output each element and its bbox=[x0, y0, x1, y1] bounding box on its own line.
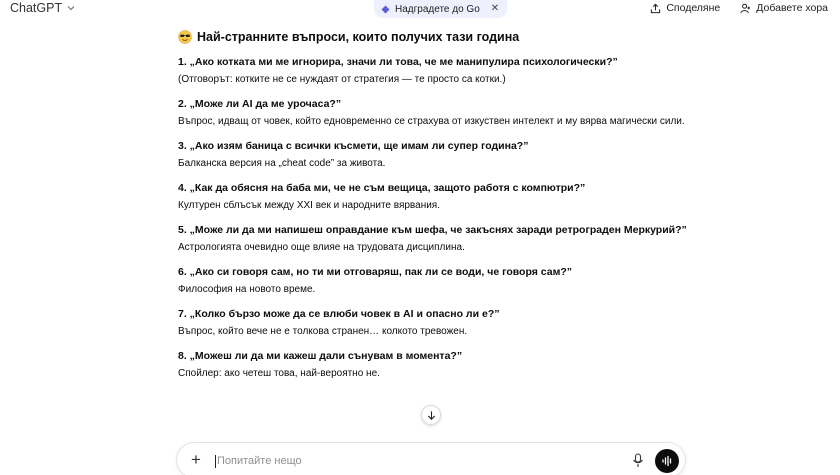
question-text: 8. „Можеш ли да ми кажеш дали сънувам в момента?” bbox=[178, 350, 463, 362]
answer-text: Въпрос, идващ от човек, който едновременно се страхува от изкуствен интелект и му вярва магически сили. bbox=[178, 116, 685, 127]
list-item bbox=[178, 306, 698, 340]
arrow-down-icon bbox=[426, 410, 437, 421]
prompt-input[interactable] bbox=[217, 451, 597, 471]
close-icon[interactable]: ✕ bbox=[490, 3, 500, 14]
diamond-icon bbox=[381, 5, 390, 14]
chevron-down-icon bbox=[66, 3, 76, 13]
plus-icon[interactable]: + bbox=[191, 450, 201, 469]
upgrade-banner[interactable] bbox=[374, 0, 507, 18]
list-item bbox=[178, 264, 698, 298]
list-item bbox=[178, 138, 698, 172]
model-switcher[interactable] bbox=[10, 0, 76, 16]
share-icon bbox=[650, 3, 661, 14]
composer bbox=[176, 442, 686, 475]
answer-text: Астрологията очевидно още влияе на трудовата дисциплина. bbox=[178, 242, 465, 253]
list-item bbox=[178, 180, 698, 214]
add-people-label: Добавете хора bbox=[756, 2, 828, 14]
answer-text: (Отговорът: котките не се нуждаят от стратегия — те просто са котки.) bbox=[178, 74, 506, 85]
add-people-button[interactable] bbox=[740, 2, 828, 14]
question-text: 4. „Как да обясня на баба ми, че не съм вещица, защото работя с компютри?” bbox=[178, 182, 586, 194]
answer-text: Балканска версия на „cheat code” за живота. bbox=[178, 158, 386, 169]
answer-text: Спойлер: ако четеш това, най-вероятно не. bbox=[178, 368, 380, 379]
app-title: ChatGPT bbox=[10, 1, 63, 15]
add-person-icon bbox=[740, 3, 751, 14]
question-text: 2. „Може ли AI да ме урочаса?” bbox=[178, 98, 342, 110]
text-caret bbox=[215, 455, 216, 468]
question-text: 7. „Колко бързо може да се влюби човек в AI и опасно ли е?” bbox=[178, 308, 500, 320]
list-item bbox=[178, 54, 698, 88]
answer-text: Въпрос, който вече не е толкова странен… колкото тревожен. bbox=[178, 326, 468, 337]
top-bar bbox=[0, 0, 840, 24]
share-label: Споделяне bbox=[666, 2, 721, 14]
list-item bbox=[178, 222, 698, 256]
page-title: Най-странните въпроси, които получих тази година bbox=[197, 30, 520, 44]
microphone-icon[interactable] bbox=[632, 453, 644, 468]
question-text: 1. „Ако котката ми ме игнорира, значи ли това, че ме манипулира психологически?” bbox=[178, 56, 618, 68]
section-heading bbox=[178, 28, 698, 46]
voice-mode-icon bbox=[661, 455, 673, 467]
message-content bbox=[178, 28, 698, 382]
voice-mode-button[interactable] bbox=[655, 449, 679, 473]
question-text: 5. „Може ли да ми напишеш оправдание към шефа, че закъснях заради ретрограден Меркурий?” bbox=[178, 224, 687, 236]
share-button[interactable] bbox=[650, 2, 720, 14]
answer-text: Културен сблъсък между XXI век и народните вярвания. bbox=[178, 200, 440, 211]
list-item bbox=[178, 348, 698, 382]
question-text: 3. „Ако изям баница с всички късмети, ще имам ли супер година?” bbox=[178, 140, 529, 152]
face-with-sunglasses-icon bbox=[178, 30, 192, 44]
answer-text: Философия на новото време. bbox=[178, 284, 316, 295]
question-text: 6. „Ако си говоря сам, но ти ми отговаряш, пак ли се води, че говоря сам?” bbox=[178, 266, 573, 278]
scroll-to-bottom-button[interactable] bbox=[421, 405, 441, 425]
upgrade-label: Надградете до Go bbox=[395, 3, 480, 15]
list-item bbox=[178, 96, 698, 130]
